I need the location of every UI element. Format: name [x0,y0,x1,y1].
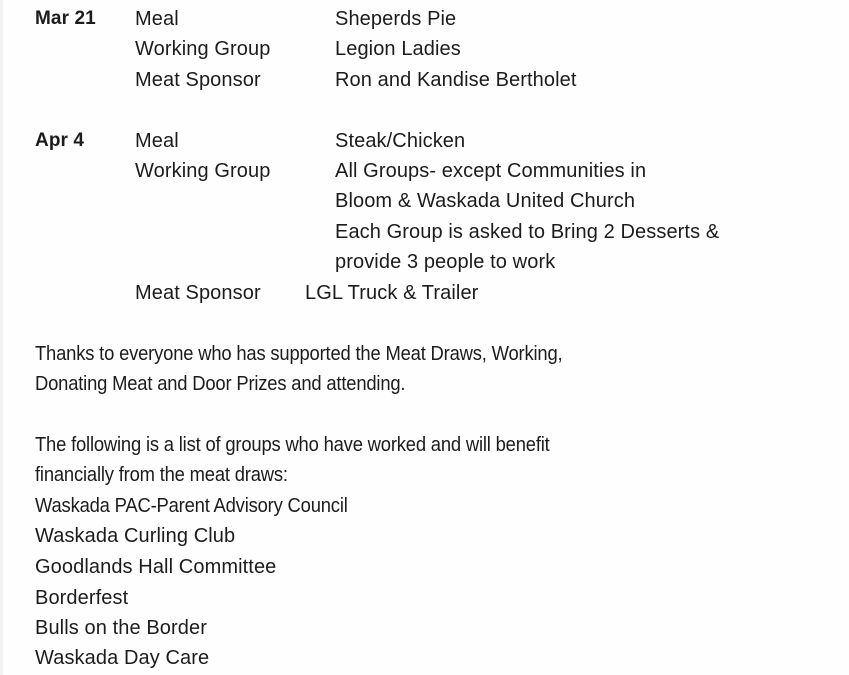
group-item: Waskada Day Care [35,647,210,669]
entry-date: Mar 21 [35,8,96,29]
entry-value-working-group: Legion Ladies [335,38,461,60]
entry-label-meal: Meal [135,8,179,30]
entry-date: Apr 4 [35,130,85,151]
entry-value-meat-sponsor: Ron and Kandise Bertholet [335,69,577,91]
group-item: Goodlands Hall Committee [35,556,277,578]
entry-label-meat-sponsor: Meat Sponsor [135,282,261,304]
group-item: Bulls on the Border [35,617,207,639]
entry-label-meat-sponsor: Meat Sponsor [135,69,261,91]
group-item: Borderfest [35,587,129,609]
entry-value-meal: Steak/Chicken [335,130,466,152]
entry-value-working-group-line-2: Bloom & Waskada United Church [335,190,636,212]
groups-intro-line-1: The following is a list of groups who have worked and will benefit [35,434,550,456]
entry-value-meat-sponsor: LGL Truck & Trailer [305,282,479,304]
group-item: Waskada Curling Club [35,525,236,547]
entry-label-working-group: Working Group [135,38,271,60]
groups-intro-line-2: financially from the meat draws: [35,464,288,486]
entry-label-working-group: Working Group [135,160,271,182]
entry-value-working-group-line-1: All Groups- except Communities in [335,160,647,182]
entry-value-working-group-line-4: provide 3 people to work [335,251,556,273]
page-edge-shadow [0,0,3,675]
group-item: Waskada PAC-Parent Advisory Council [35,495,348,517]
thanks-line-1: Thanks to everyone who has supported the Meat Draws, Working, [35,343,563,365]
entry-value-meal: Sheperds Pie [335,8,457,30]
entry-label-meal: Meal [135,130,179,152]
thanks-line-2: Donating Meat and Door Prizes and attending. [35,373,406,395]
entry-value-working-group-line-3: Each Group is asked to Bring 2 Desserts & [335,221,720,243]
